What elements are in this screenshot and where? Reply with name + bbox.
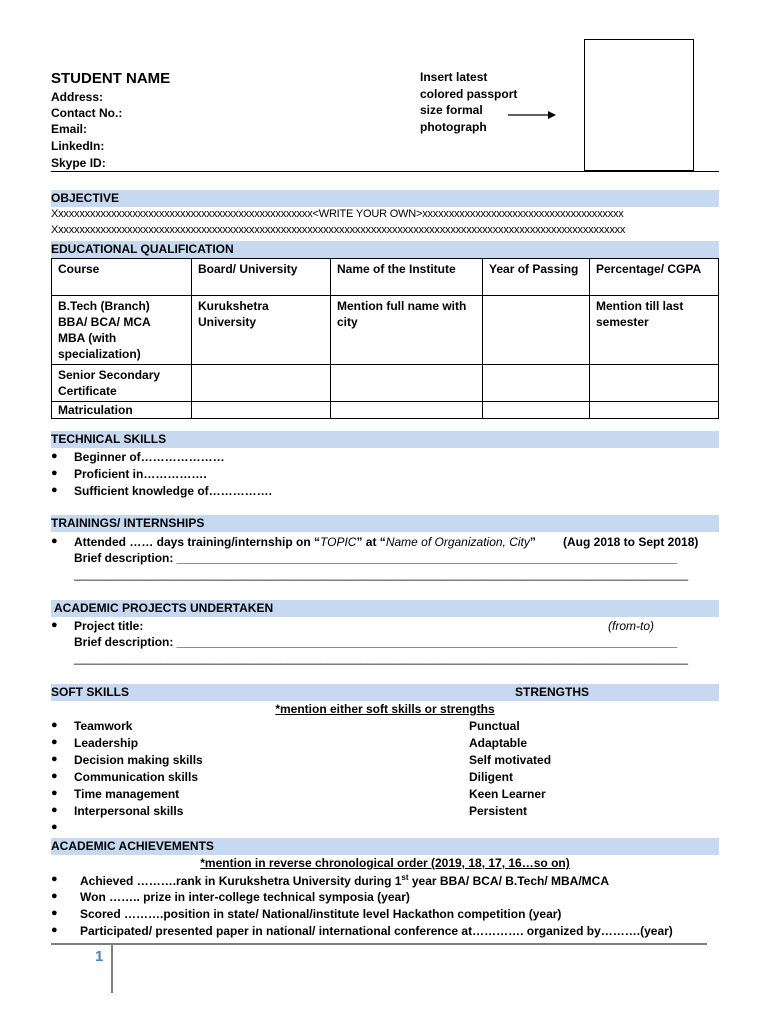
photo-instruction bbox=[420, 69, 550, 135]
strengths-title: STRENGTHS bbox=[515, 685, 590, 699]
training-blank-line: ____________________________________________________________________________________________ bbox=[74, 567, 688, 581]
table-cell bbox=[483, 402, 590, 419]
achievement-1-sup: st bbox=[401, 873, 409, 882]
page-number: 1 bbox=[95, 948, 104, 965]
strength-item: Diligent bbox=[469, 770, 513, 784]
header-divider bbox=[51, 171, 719, 172]
project-dates: (from-to) bbox=[608, 619, 654, 633]
achievements-note: *mention in reverse chronological order (2019, 18, 17, 16…so on) bbox=[200, 856, 570, 870]
soft-skill: Leadership bbox=[74, 736, 139, 750]
achievement-text bbox=[80, 873, 609, 888]
strength-item: Adaptable bbox=[469, 736, 528, 750]
soft-skill: Time management bbox=[74, 787, 180, 801]
achievement-text: Participated/ presented paper in national/ international conference at…………. organized by……….(year) bbox=[80, 924, 673, 938]
table-cell bbox=[331, 402, 483, 419]
column-header: Name of the Institute bbox=[331, 259, 483, 296]
training-brief: Brief description: ___________________________________________________________________________ bbox=[74, 551, 678, 565]
achievements-heading: ACADEMIC ACHIEVEMENTS bbox=[51, 838, 719, 855]
skype-label: Skype ID: bbox=[51, 156, 106, 170]
education-heading: EDUCATIONAL QUALIFICATION bbox=[51, 241, 719, 258]
table-row bbox=[52, 402, 719, 419]
training-topic: TOPIC bbox=[320, 535, 357, 549]
training-prefix: Attended …… days training/internship on “ bbox=[74, 535, 321, 549]
objective-line-1: Xxxxxxxxxxxxxxxxxxxxxxxxxxxxxxxxxxxxxxxxxxxxxxxxx<WRITE YOUR OWN>xxxxxxxxxxxxxxxxxxxxxxxxxxxxxxxxxxxxxx bbox=[51, 208, 624, 220]
table-cell bbox=[192, 402, 331, 419]
education-table bbox=[51, 258, 719, 419]
achievement-text: Scored ……….position in state/ National/institute level Hackathon competition (year) bbox=[80, 907, 562, 921]
trainings-heading: TRAININGS/ INTERNSHIPS bbox=[51, 515, 719, 532]
soft-skill: Interpersonal skills bbox=[74, 804, 184, 818]
soft-skills-note: *mention either soft skills or strengths bbox=[275, 702, 495, 716]
achievements-list: ● Achieved ……….rank in Kurukshetra University during 1st year BBA/ BCA/ B.Tech/ MBA/MCA ● Won …….. prize in inter-college technical symposia (year) ● Scored ……….position in state/ National/institute level Hackathon competition (year) ● Participated/ presented paper in national/ international conference at…………. organized by……….(year) bbox=[51, 873, 673, 938]
photo-placeholder[interactable] bbox=[584, 39, 694, 171]
photo-note-line: colored passport bbox=[420, 86, 518, 101]
objective-line-2: Xxxxxxxxxxxxxxxxxxxxxxxxxxxxxxxxxxxxxxxxxxxxxxxxxxxxxxxxxxxxxxxxxxxxxxxxxxxxxxxxxxxxxxxxxxxxxxxxxxxxxxxxxxxx bbox=[51, 224, 626, 236]
technical-heading: TECHNICAL SKILLS bbox=[51, 431, 719, 448]
photo-note-line: photograph bbox=[420, 119, 487, 134]
column-header: Year of Passing bbox=[483, 259, 590, 296]
contact-label: Contact No.: bbox=[51, 106, 123, 120]
training-organization: Name of Organization, City bbox=[385, 535, 530, 549]
training-text bbox=[74, 535, 536, 549]
table-cell bbox=[483, 296, 590, 365]
training-dates: (Aug 2018 to Sept 2018) bbox=[563, 535, 699, 549]
technical-list: ● Beginner of………………… ● Proficient in……………. ● Sufficient knowledge of……………. bbox=[51, 450, 273, 498]
student-name: STUDENT NAME bbox=[51, 70, 171, 87]
achievement-1-b: year BBA/ BCA/ B.Tech/ MBA/MCA bbox=[408, 874, 610, 888]
soft-skill: Communication skills bbox=[74, 770, 199, 784]
email-label: Email: bbox=[51, 122, 88, 136]
objective-heading: OBJECTIVE bbox=[51, 190, 719, 207]
photo-note-line: Insert latest bbox=[420, 70, 488, 84]
strength-item: Punctual bbox=[469, 719, 520, 733]
table-cell: Senior Secondary Certificate bbox=[52, 365, 192, 402]
table-cell: Kurukshetra University bbox=[192, 296, 331, 365]
table-cell: B.Tech (Branch) BBA/ BCA/ MCA MBA (with specialization) bbox=[52, 296, 192, 365]
photo-note-line: size formal bbox=[420, 103, 483, 117]
arrow-right-icon bbox=[508, 109, 556, 121]
trainings-list: ● Attended …… days training/internship on “TOPIC” at “Name of Organization, City” (Aug 2018 to Sept 2018) Brief description: ___________________________________________________________________________ ____________________________________________________________________________________________ bbox=[51, 535, 719, 585]
footer-divider bbox=[51, 943, 707, 945]
project-title-label: Project title: bbox=[74, 619, 144, 633]
training-suffix: ” bbox=[529, 535, 536, 549]
column-header: Board/ University bbox=[192, 259, 331, 296]
table-row bbox=[52, 365, 719, 402]
table-cell: Mention full name with city bbox=[331, 296, 483, 365]
table-cell bbox=[192, 365, 331, 402]
table-row bbox=[52, 296, 719, 365]
table-cell: Mention till last semester bbox=[590, 296, 719, 365]
training-mid: ” at “ bbox=[356, 535, 386, 549]
soft-skills-list: ● Teamwork ● Leadership ● Decision making skills ● Communication skills ● Time management ● Interpersonal skills ● Punctual Adaptable Self motivated Diligent Keen Learner Persistent bbox=[51, 719, 552, 833]
list-item-text: Proficient in……………. bbox=[74, 467, 207, 481]
strength-item: Keen Learner bbox=[469, 787, 546, 801]
project-blank-line: ____________________________________________________________________________________________ bbox=[74, 651, 688, 665]
projects-list: ● Project title: (from-to) Brief description: ___________________________________________________________________________ ____________________________________________________________________________________________ bbox=[51, 619, 719, 669]
table-cell: Matriculation bbox=[52, 402, 192, 419]
achievement-1-a: Achieved ……….rank in Kurukshetra University during 1 bbox=[80, 874, 402, 888]
table-cell bbox=[590, 365, 719, 402]
soft-skills-title: SOFT SKILLS bbox=[51, 685, 129, 699]
projects-heading: ACADEMIC PROJECTS UNDERTAKEN bbox=[51, 600, 719, 617]
soft-skills-heading bbox=[51, 684, 719, 701]
table-cell bbox=[483, 365, 590, 402]
soft-skill: Teamwork bbox=[74, 719, 133, 733]
strength-item: Persistent bbox=[469, 804, 528, 818]
list-item-text: Beginner of………………… bbox=[74, 450, 225, 464]
linkedin-label: LinkedIn: bbox=[51, 139, 105, 153]
table-header-row bbox=[52, 259, 719, 296]
project-brief: Brief description: ___________________________________________________________________________ bbox=[74, 635, 678, 649]
strength-item: Self motivated bbox=[469, 753, 552, 767]
soft-skill: Decision making skills bbox=[74, 753, 203, 767]
achievement-text: Won …….. prize in inter-college technical symposia (year) bbox=[80, 890, 410, 904]
table-cell bbox=[331, 365, 483, 402]
column-header: Percentage/ CGPA bbox=[590, 259, 719, 296]
footer-vertical-divider bbox=[111, 943, 113, 993]
address-label: Address: bbox=[51, 90, 104, 104]
list-item-text: Sufficient knowledge of……………. bbox=[74, 484, 273, 498]
column-header: Course bbox=[52, 259, 192, 296]
table-cell bbox=[590, 402, 719, 419]
